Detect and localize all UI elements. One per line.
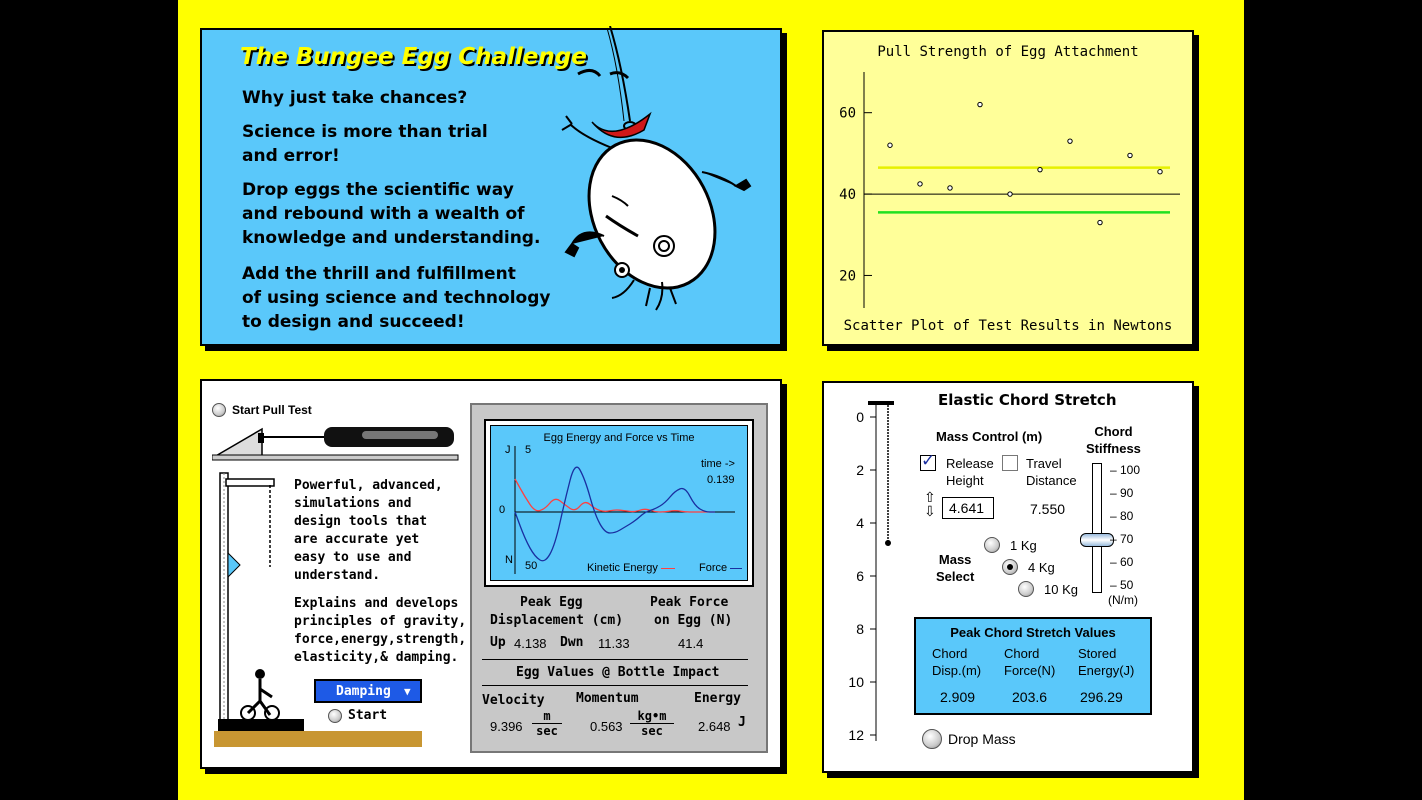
mass-1kg-label: 1 Kg	[1010, 538, 1037, 553]
intro-paragraph-4	[242, 262, 550, 334]
velocity-unit-num: m	[532, 709, 562, 724]
scatter-point	[1068, 139, 1072, 143]
stepper-icon[interactable]: ⇧ ⇩	[924, 490, 936, 520]
header-line: Energy(J)	[1078, 663, 1135, 678]
stiffness-slider-thumb[interactable]	[1080, 533, 1114, 547]
travel-distance-checkbox[interactable]	[1002, 455, 1018, 471]
intro-paragraph-2	[242, 120, 488, 168]
desc-line: elasticity,& damping.	[294, 650, 459, 665]
cord-end	[885, 540, 891, 546]
chord-stiffness-label	[1086, 423, 1141, 457]
energy-force-graph	[490, 425, 748, 581]
intro-line: and rebound with a wealth of	[242, 204, 525, 224]
simulation-panel	[200, 379, 782, 769]
dwn-value: 11.33	[598, 636, 630, 651]
intro-line: to design and succeed!	[242, 312, 465, 332]
start-pull-test-icon[interactable]	[212, 403, 226, 417]
series-line-0	[515, 479, 715, 512]
mass-4kg-radio[interactable]	[1002, 559, 1018, 575]
graph-tick-zero: 0	[499, 504, 506, 516]
ceiling-mount	[868, 401, 894, 405]
intro-line: Science is more than trial	[242, 122, 488, 142]
scatter-point	[1128, 153, 1132, 157]
mass-control-label: Mass Control (m)	[936, 429, 1043, 444]
up-label: Up	[490, 635, 506, 650]
scatter-point	[948, 186, 952, 190]
travel-distance-label	[1026, 455, 1077, 489]
desc-line: Powerful, advanced,	[294, 478, 443, 493]
scatter-title: Pull Strength of Egg Attachment	[877, 44, 1139, 60]
intro-question: Why just take chances?	[242, 88, 468, 108]
mass-select-line: Select	[936, 569, 975, 584]
stiffness-tick-label: – 60	[1110, 555, 1134, 569]
ruler-tick-label: 4	[856, 515, 864, 531]
momentum-label: Momentum	[576, 691, 639, 706]
velocity-unit-den: sec	[536, 724, 558, 738]
desc-line: are accurate yet	[294, 532, 420, 547]
velocity-value: 9.396	[490, 719, 523, 734]
graph-time-label: time ->	[701, 458, 735, 470]
sim-description	[294, 477, 443, 585]
mass-4kg-label: 4 Kg	[1028, 560, 1055, 575]
desc-line: Explains and develops	[294, 596, 459, 611]
start-button[interactable]: Start	[348, 708, 388, 723]
intro-line: knowledge and understanding.	[242, 228, 541, 248]
divider	[482, 685, 748, 686]
legend-ke-swatch	[661, 568, 675, 569]
header-line: Chord	[1004, 646, 1040, 661]
drop-mass-radio[interactable]	[922, 729, 942, 749]
momentum-value: 0.563	[590, 719, 623, 734]
legend-ke-label: Kinetic Energy	[587, 562, 658, 574]
scatter-caption: Scatter Plot of Test Results in Newtons	[843, 318, 1173, 334]
mass-select-label	[936, 551, 974, 585]
intro-line: Add the thrill and fulfillment	[242, 264, 516, 284]
momentum-unit-num: kg•m	[630, 709, 674, 724]
ruler-tick-label: 8	[856, 621, 864, 637]
app-stage	[178, 0, 1244, 800]
graph-title: Egg Energy and Force vs Time	[543, 432, 695, 444]
peak-chord-stretch-box	[914, 617, 1152, 715]
velocity-label: Velocity	[482, 693, 545, 708]
scatter-point	[888, 143, 892, 147]
mass-10kg-label: 10 Kg	[1044, 582, 1078, 597]
drop-mass-label[interactable]: Drop Mass	[948, 731, 1016, 747]
series-line-1	[515, 467, 715, 561]
pull-test-rig-illustration	[212, 419, 462, 461]
y-tick-label: 40	[839, 187, 856, 204]
bungee-egg-illustration	[552, 26, 782, 316]
intro-line: Drop eggs the scientific way	[242, 180, 514, 200]
ruler-tick-label: 6	[856, 568, 864, 584]
y-tick-label: 60	[839, 105, 856, 122]
desc-line: understand.	[294, 568, 381, 583]
peak-displacement-label-1: Peak Egg	[520, 595, 583, 610]
stretch-ruler	[824, 383, 894, 763]
energy-label: Energy	[694, 691, 741, 706]
stiffness-tick-label: – 70	[1110, 532, 1134, 546]
energy-value: 2.648	[698, 719, 731, 734]
graph-time-value: 0.139	[707, 474, 735, 486]
release-height-label	[946, 455, 994, 489]
stiffness-slider-track[interactable]	[1092, 463, 1102, 593]
legend-kinetic-energy	[587, 562, 675, 574]
stiffness-tick-label: – 100	[1110, 463, 1141, 477]
intro-panel	[200, 28, 782, 346]
legend-force-swatch	[730, 568, 742, 569]
desc-line: principles of gravity,	[294, 614, 467, 629]
graph-unit-top: J	[505, 444, 511, 456]
y-tick-label: 20	[839, 268, 856, 285]
bottle-impact-title: Egg Values @ Bottle Impact	[516, 665, 720, 680]
chord-disp-header	[932, 645, 981, 679]
stiffness-tick-label: – 50	[1110, 578, 1134, 592]
intro-line: and error!	[242, 146, 340, 166]
mass-10kg-radio[interactable]	[1018, 581, 1034, 597]
desc-line: easy to use and	[294, 550, 412, 565]
desc-line: simulations and	[294, 496, 412, 511]
dwn-label: Dwn	[560, 635, 584, 650]
damping-dropdown-value: Damping	[336, 684, 391, 699]
start-icon[interactable]	[328, 709, 342, 723]
mass-select-line: Mass	[938, 552, 972, 567]
divider	[482, 659, 748, 660]
header-line: Force(N)	[1004, 663, 1056, 678]
peak-chord-title: Peak Chord Stretch Values	[950, 625, 1116, 640]
stiffness-tick-label: – 80	[1110, 509, 1134, 523]
energy-unit: J	[738, 715, 746, 730]
header-line: Chord	[932, 646, 968, 661]
checkmark-icon: ✓	[921, 451, 936, 471]
travel-distance-value: 7.550	[1030, 501, 1066, 517]
chevron-down-icon: ▼	[404, 685, 411, 698]
desc-line: design tools that	[294, 514, 428, 529]
elastic-chord-panel	[822, 381, 1194, 773]
travel-line: Distance	[1026, 473, 1077, 488]
scatter-point	[1038, 167, 1042, 171]
ruler-tick-label: 0	[856, 409, 864, 425]
peak-force-label-2: on Egg (N)	[654, 613, 733, 628]
intro-paragraph-3	[242, 178, 540, 250]
intro-title: The Bungee Egg Challenge	[240, 44, 587, 70]
graph-tick-top: 5	[525, 444, 532, 456]
release-line: Height	[946, 473, 984, 488]
graph-unit-bottom: N	[505, 554, 513, 566]
up-value: 4.138	[514, 636, 547, 651]
chord-force-header	[1004, 645, 1055, 679]
scatter-point	[1008, 192, 1012, 196]
intro-line: of using science and technology	[242, 288, 551, 308]
desc-line: force,energy,strength,	[294, 632, 467, 647]
results-box	[470, 403, 768, 753]
chord-disp-value: 2.909	[940, 689, 976, 705]
legend-force	[699, 562, 742, 574]
release-height-checkbox[interactable]	[920, 451, 936, 471]
stiffness-line: Chord	[1094, 424, 1133, 439]
travel-line: Travel	[1026, 456, 1062, 471]
stiffness-unit: (N/m)	[1108, 593, 1138, 607]
ruler-tick-label: 12	[848, 727, 864, 743]
scatter-point	[1098, 220, 1102, 224]
peak-force-label-1: Peak Force	[650, 595, 729, 610]
energy-force-graph-frame	[484, 419, 754, 587]
scatter-point	[918, 182, 922, 186]
scatter-point	[978, 102, 982, 106]
header-line: Disp.(m)	[932, 663, 982, 678]
header-line: Stored	[1078, 646, 1117, 661]
chord-force-value: 203.6	[1012, 689, 1048, 705]
damping-dropdown[interactable]	[314, 679, 422, 703]
sim-description-2	[294, 595, 466, 667]
stored-energy-value: 296.29	[1080, 689, 1123, 705]
ruler-tick-label: 10	[848, 674, 864, 690]
peak-displacement-label-2: Displacement (cm)	[490, 613, 624, 628]
stiffness-line: Stiffness	[1086, 441, 1141, 456]
scatter-plot-panel	[822, 30, 1194, 346]
velocity-unit	[532, 709, 562, 738]
scatter-plot	[824, 32, 1192, 344]
stored-energy-header	[1078, 645, 1134, 679]
graph-tick-bottom: 50	[525, 560, 538, 572]
start-pull-test-button[interactable]: Start Pull Test	[232, 403, 312, 417]
release-line: Release	[946, 456, 994, 471]
stiffness-tick-label: – 90	[1110, 486, 1134, 500]
momentum-unit-den: sec	[641, 724, 663, 738]
momentum-unit	[630, 709, 674, 738]
ruler-tick-label: 2	[856, 462, 864, 478]
energy-force-plot	[491, 426, 747, 580]
peak-force-value: 41.4	[678, 636, 704, 651]
scatter-point	[1158, 169, 1162, 173]
elastic-title: Elastic Chord Stretch	[938, 391, 1117, 409]
legend-force-label: Force	[699, 562, 728, 574]
release-height-input[interactable]: 4.641	[942, 497, 994, 519]
mass-1kg-radio[interactable]	[984, 537, 1000, 553]
